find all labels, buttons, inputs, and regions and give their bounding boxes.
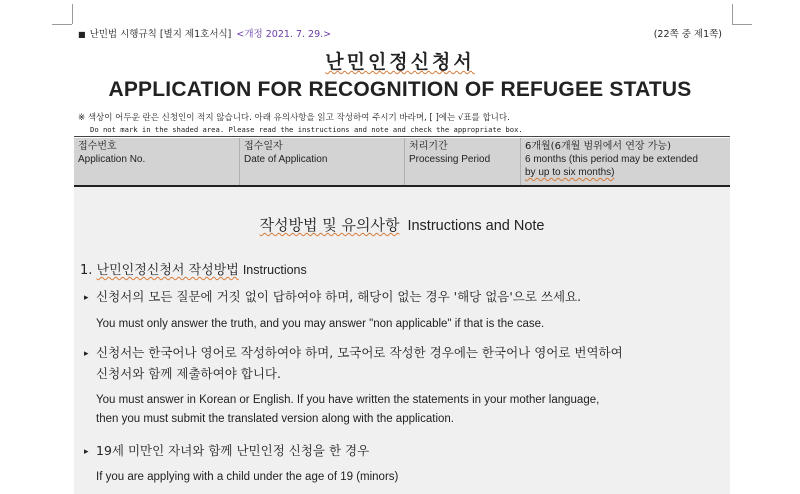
date-label-ko: 접수일자 [244,141,283,152]
list-item [84,441,722,462]
bullet-icon: ▸ [84,349,89,359]
square-marker-icon: ■ [78,30,86,39]
item-text-en: You must only answer the truth, and you may answer "non applicable" if that is the case. [96,318,545,330]
instructions-title-ko: 작성방법 및 유의사항 [259,216,400,234]
list-item [84,343,722,384]
period-value-ko: 6개월(6개월 범위에서 연장 가능) [525,141,671,152]
application-no-label-en: Application No. [78,154,146,165]
form-header [78,26,722,42]
revision-date: <개정 2021. 7. 29.> [236,29,332,40]
crop-mark [732,4,733,24]
section-heading-ko: 난민인정신청서 작성방법 [96,263,239,278]
notice-english: Do not mark in the shaded area. Please read the instructions and note and check the appropriate box. [90,125,523,134]
section-number: 1. [80,263,93,278]
item-text-ko-line2: 신청서와 함께 제출하여야 합니다. [96,366,281,381]
instructions-title-en: Instructions and Note [407,218,545,234]
processing-period-cell [404,138,520,185]
item-text-en-line1: You must answer in Korean or English. If you have written the statements in your mother language, [96,394,600,406]
divider [74,136,730,137]
item-text-ko-line1: 신청서는 한국어나 영어로 작성하여야 하며, 모국어로 작성한 경우에는 한국어나 영어로 번역하여 [96,345,623,360]
title-english: APPLICATION FOR RECOGNITION OF REFUGEE STATUS [108,78,692,101]
period-value-en-line2: by up to six months) [525,167,615,178]
processing-period-label-en: Processing Period [409,154,491,165]
processing-period-label-ko: 처리기간 [409,141,448,152]
date-of-application-cell [239,138,404,185]
page-info: (22쪽 중 제1쪽) [653,29,722,40]
instructions-title [74,214,730,235]
section-heading [80,259,307,278]
crop-mark [72,4,73,24]
period-value-cell [520,138,730,185]
form-reference [78,26,331,40]
application-no-label-ko: 접수번호 [78,141,117,152]
item-text-en-line2: then you must submit the translated version along with the application. [96,413,454,425]
bullet-icon: ▸ [84,293,89,303]
period-value-en-line1: 6 months (this period may be extended [525,154,698,165]
bullet-icon: ▸ [84,447,89,457]
receipt-table [74,138,730,185]
crop-mark [52,24,72,25]
notice-korean: ※ 색상이 어두운 란은 신청인이 적지 않습니다. 아래 유의사항을 읽고 작성하여 주시기 바라며, [ ]에는 √표를 합니다. [78,113,510,123]
item-text-ko: 신청서의 모든 질문에 거짓 없이 답하여야 하며, 해당이 없는 경우 '해당 없음'으로 쓰세요. [96,289,582,304]
item-text-en: If you are applying with a child under the age of 19 (minors) [96,471,399,483]
application-no-cell [74,138,239,185]
title-korean: 난민인정신청서 [325,51,475,73]
crop-mark [732,24,752,25]
date-label-en: Date of Application [244,154,328,165]
list-item [84,287,722,308]
item-text-ko: 19세 미만인 자녀와 함께 난민인정 신청을 한 경우 [96,443,370,458]
section-heading-en: Instructions [242,263,307,277]
form-reference-text: 난민법 시행규칙 [별지 제1호서식] [89,29,232,40]
instructions-panel [74,187,730,494]
